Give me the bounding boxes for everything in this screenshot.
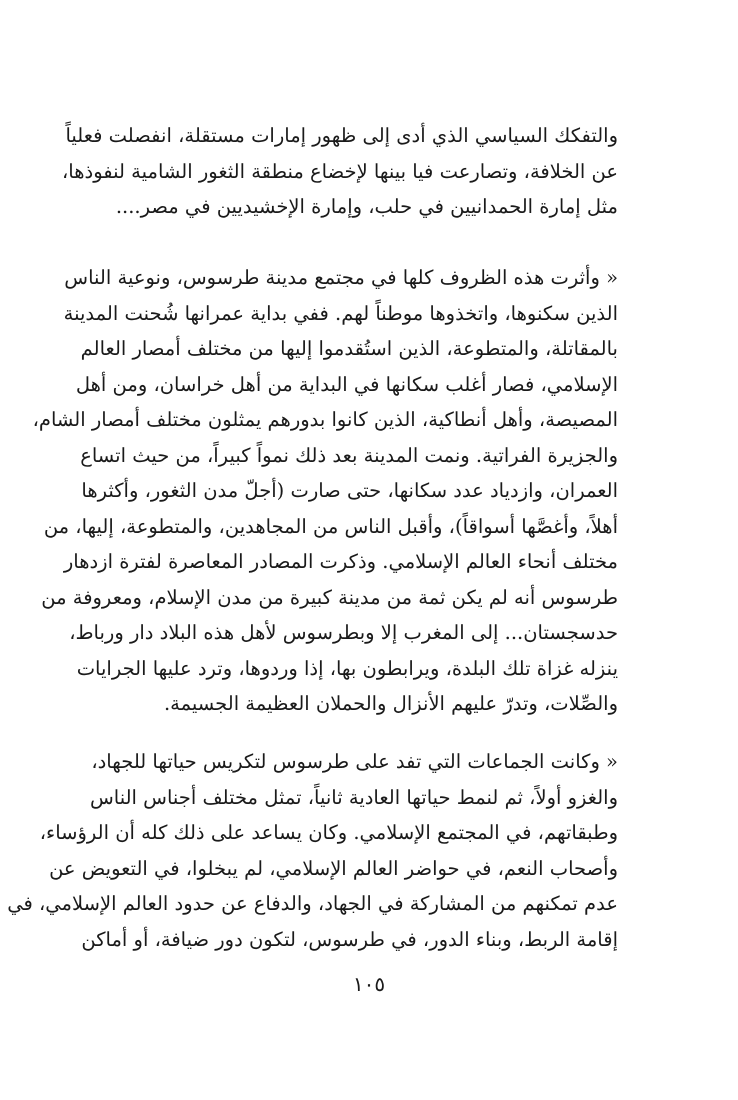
text-line: والصِّلات، وتدرّ عليهم الأنزال والحملان العظيمة الجسيمة.	[163, 692, 618, 715]
text-line: « وكانت الجماعات التي تفد على طرسوس لتكريس حياتها للجهاد،	[91, 750, 618, 773]
paragraph-1	[62, 118, 618, 225]
text-line: مختلف أنحاء العالم الإسلامي. وذكرت المصادر المعاصرة لفترة ازدهار	[63, 550, 618, 573]
text-line: الإسلامي، فصار أغلب سكانها في البداية من أهل خراسان، ومن أهل	[75, 372, 618, 396]
text-line: ينزله غزاة تلك البلدة، ويرابطون بها، إذا وردوها، وترد عليها الجرايات	[76, 656, 618, 680]
paragraph-3	[7, 744, 618, 957]
text-line: وأصحاب النعم، في حواضر العالم الإسلامي، لم يبخلوا، في التعويض عن	[49, 856, 618, 880]
text-line: والجزيرة الفراتية. ونمت المدينة بعد ذلك نمواً كبيراً، من حيث اتساع	[80, 443, 618, 467]
text-line: عدم تمكنهم من المشاركة في الجهاد، والدفاع عن حدود العالم الإسلامي، في	[7, 892, 618, 915]
text-line: العمران، وازدياد عدد سكانها، حتى صارت (أجلّ مدن الثغور، وأكثرها	[81, 479, 618, 502]
text-line: والغزو أولاً، ثم لنمط حياتها العادية ثانياً، تمثل مختلف أجناس الناس	[89, 785, 618, 809]
page-number: ١٠٥	[352, 972, 386, 996]
paragraph-2	[32, 260, 618, 722]
text-line: عن الخلافة، وتصارعت فيا بينها لإخضاع منطقة الثغور الشامية لنفوذها،	[62, 159, 618, 183]
text-line: إقامة الربط، وبناء الدور، في طرسوس، لتكون دور ضيافة، أو أماكن	[81, 927, 618, 951]
text-line: أهلاً، وأغصَّها أسواقاً)، وأقبل الناس من المجاهدين، والمتطوعة، إليها، من	[43, 514, 618, 538]
text-line: « وأثرت هذه الظروف كلها في مجتمع مدينة طرسوس، ونوعية الناس	[64, 266, 618, 289]
text-line: وطبقاتهم، في المجتمع الإسلامي. وكان يساعد على ذلك كله أن الرؤساء،	[39, 821, 618, 844]
text-line: المصيصة، وأهل أنطاكية، الذين كانوا بدورهم يمثلون مختلف أمصار الشام،	[32, 408, 618, 431]
text-line: والتفكك السياسي الذي أدى إلى ظهور إمارات مستقلة، انفصلت فعلياً	[65, 124, 618, 147]
text-line: طرسوس أنه لم يكن ثمة من مدينة كبيرة من مدن الإسلام، ومعروفة من	[41, 585, 618, 609]
text-line: الذين سكنوها، واتخذوها موطناً لهم. ففي بداية عمرانها شُحنت المدينة	[63, 301, 618, 325]
text-line: حدسجستان... إلى المغرب إلا وبطرسوس لأهل هذه البلاد دار ورباط،	[69, 621, 618, 644]
text-line: مثل إمارة الحمدانيين في حلب، وإمارة الإخشيديين في مصر....	[115, 195, 618, 218]
text-line: بالمقاتلة، والمتطوعة، الذين استُقدموا إليها من مختلف أمصار العالم	[80, 337, 618, 360]
